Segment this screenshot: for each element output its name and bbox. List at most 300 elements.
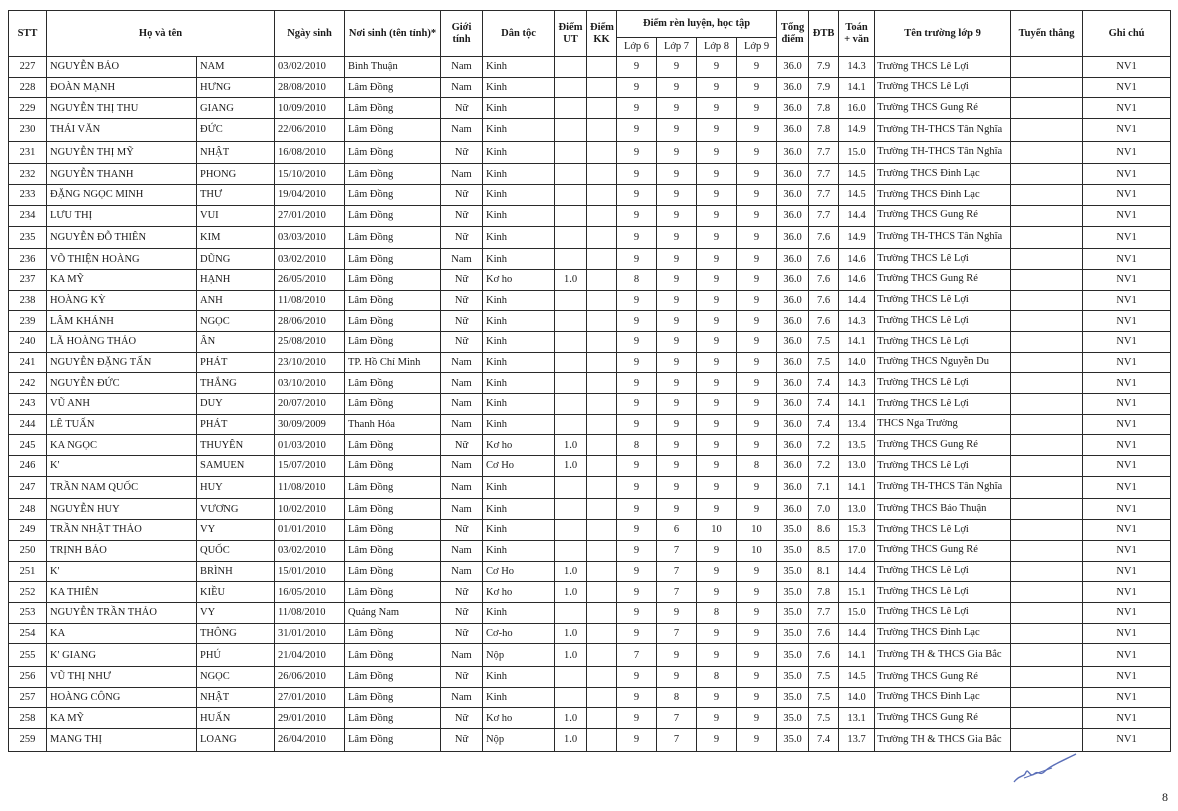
row-ten: THƯ	[197, 185, 275, 206]
row-diem-kk	[587, 729, 617, 752]
row-ghi-chu: NV1	[1083, 456, 1171, 477]
row-noi-sinh: Lâm Đồng	[345, 185, 441, 206]
row-dtb: 7.6	[809, 226, 839, 249]
row-truong: Trường TH-THCS Tân Nghĩa	[875, 119, 1011, 142]
row-tuyen-thang	[1011, 98, 1083, 119]
row-ngay-sinh: 11/08/2010	[275, 602, 345, 623]
row-ghi-chu: NV1	[1083, 141, 1171, 164]
row-diem-ut: 1.0	[555, 561, 587, 582]
row-tuyen-thang	[1011, 57, 1083, 78]
row-tuyen-thang	[1011, 394, 1083, 415]
row-dan-toc: Cơ Ho	[483, 456, 555, 477]
table-row	[9, 141, 1171, 164]
row-stt: 232	[9, 164, 47, 185]
table-row	[9, 226, 1171, 249]
row-ten: HƯNG	[197, 77, 275, 98]
row-lop9: 9	[737, 311, 777, 332]
row-dtb: 7.7	[809, 185, 839, 206]
row-ho: K'	[47, 456, 197, 477]
row-dan-toc: Cơ-ho	[483, 623, 555, 644]
row-noi-sinh: Lâm Đồng	[345, 644, 441, 667]
row-tuyen-thang	[1011, 352, 1083, 373]
row-gioi-tinh: Nam	[441, 687, 483, 708]
row-stt: 236	[9, 249, 47, 270]
row-tong-diem: 35.0	[777, 540, 809, 561]
row-diem-kk	[587, 644, 617, 667]
row-stt: 240	[9, 331, 47, 352]
row-noi-sinh: Thanh Hóa	[345, 414, 441, 435]
row-truong: Trường THCS Đinh Lạc	[875, 687, 1011, 708]
table-row	[9, 98, 1171, 119]
row-lop6: 9	[617, 602, 657, 623]
row-stt: 259	[9, 729, 47, 752]
row-lop8: 9	[697, 394, 737, 415]
row-truong: Trường THCS Gung Ré	[875, 540, 1011, 561]
row-toan-van: 14.0	[839, 687, 875, 708]
row-tong-diem: 35.0	[777, 644, 809, 667]
row-truong: Trường THCS Lê Lợi	[875, 456, 1011, 477]
row-lop6: 9	[617, 98, 657, 119]
row-diem-kk	[587, 456, 617, 477]
row-gioi-tinh: Nam	[441, 164, 483, 185]
row-noi-sinh: Lâm Đồng	[345, 205, 441, 226]
row-ho: TRẦN NAM QUỐC	[47, 476, 197, 499]
table-row	[9, 582, 1171, 603]
table-row	[9, 561, 1171, 582]
row-truong: Trường TH-THCS Tân Nghĩa	[875, 141, 1011, 164]
row-lop8: 9	[697, 499, 737, 520]
row-ten: VUI	[197, 205, 275, 226]
row-stt: 238	[9, 290, 47, 311]
table-row	[9, 435, 1171, 456]
header-gioi-tinh: Giới tính	[441, 11, 483, 57]
row-dan-toc: Kinh	[483, 57, 555, 78]
row-ngay-sinh: 29/01/2010	[275, 708, 345, 729]
row-diem-ut: 1.0	[555, 435, 587, 456]
row-diem-ut	[555, 249, 587, 270]
row-stt: 246	[9, 456, 47, 477]
row-gioi-tinh: Nam	[441, 352, 483, 373]
row-diem-ut	[555, 414, 587, 435]
row-gioi-tinh: Nữ	[441, 141, 483, 164]
row-lop9: 9	[737, 352, 777, 373]
header-stt: STT	[9, 11, 47, 57]
row-lop8: 8	[697, 666, 737, 687]
row-ngay-sinh: 03/02/2010	[275, 57, 345, 78]
row-lop6: 9	[617, 729, 657, 752]
row-ho: TRỊNH BẢO	[47, 540, 197, 561]
row-lop8: 9	[697, 205, 737, 226]
row-toan-van: 14.1	[839, 394, 875, 415]
row-tuyen-thang	[1011, 435, 1083, 456]
row-ngay-sinh: 27/01/2010	[275, 687, 345, 708]
student-list-sheet	[8, 10, 1170, 752]
row-stt: 255	[9, 644, 47, 667]
row-dtb: 7.4	[809, 373, 839, 394]
table-row	[9, 164, 1171, 185]
row-gioi-tinh: Nữ	[441, 185, 483, 206]
row-stt: 237	[9, 269, 47, 290]
row-truong: Trường TH-THCS Tân Nghĩa	[875, 476, 1011, 499]
row-lop7: 9	[657, 352, 697, 373]
row-lop7: 9	[657, 414, 697, 435]
row-tuyen-thang	[1011, 141, 1083, 164]
row-ghi-chu: NV1	[1083, 249, 1171, 270]
row-toan-van: 15.0	[839, 141, 875, 164]
row-ngay-sinh: 21/04/2010	[275, 644, 345, 667]
row-toan-van: 13.4	[839, 414, 875, 435]
row-lop6: 9	[617, 456, 657, 477]
row-tong-diem: 36.0	[777, 476, 809, 499]
row-tuyen-thang	[1011, 185, 1083, 206]
table-row	[9, 666, 1171, 687]
row-tuyen-thang	[1011, 249, 1083, 270]
row-dan-toc: Kinh	[483, 98, 555, 119]
row-lop6: 8	[617, 435, 657, 456]
header-lop6: Lớp 6	[617, 38, 657, 57]
row-gioi-tinh: Nữ	[441, 602, 483, 623]
row-ghi-chu: NV1	[1083, 666, 1171, 687]
row-diem-kk	[587, 57, 617, 78]
row-gioi-tinh: Nam	[441, 394, 483, 415]
row-noi-sinh: Quảng Nam	[345, 602, 441, 623]
row-lop7: 8	[657, 687, 697, 708]
row-toan-van: 13.7	[839, 729, 875, 752]
row-stt: 242	[9, 373, 47, 394]
row-lop7: 7	[657, 623, 697, 644]
row-dan-toc: Kinh	[483, 249, 555, 270]
page-number: 8	[1162, 790, 1168, 804]
row-lop8: 9	[697, 57, 737, 78]
row-dtb: 7.6	[809, 249, 839, 270]
row-tuyen-thang	[1011, 644, 1083, 667]
row-lop7: 9	[657, 373, 697, 394]
row-dtb: 8.6	[809, 520, 839, 541]
row-tuyen-thang	[1011, 520, 1083, 541]
row-lop8: 9	[697, 687, 737, 708]
row-diem-kk	[587, 435, 617, 456]
row-tong-diem: 36.0	[777, 331, 809, 352]
table-row	[9, 119, 1171, 142]
row-noi-sinh: Lâm Đồng	[345, 226, 441, 249]
row-diem-kk	[587, 540, 617, 561]
row-noi-sinh: Lâm Đồng	[345, 331, 441, 352]
row-lop9: 10	[737, 540, 777, 561]
row-lop6: 9	[617, 540, 657, 561]
header-tuyen-thang: Tuyển thẳng	[1011, 11, 1083, 57]
row-noi-sinh: Lâm Đồng	[345, 623, 441, 644]
row-noi-sinh: Lâm Đồng	[345, 164, 441, 185]
row-diem-ut	[555, 141, 587, 164]
row-truong: Trường THCS Gung Ré	[875, 205, 1011, 226]
row-ten: THẮNG	[197, 373, 275, 394]
row-ngay-sinh: 26/06/2010	[275, 666, 345, 687]
row-diem-ut: 1.0	[555, 644, 587, 667]
row-lop7: 9	[657, 456, 697, 477]
row-ngay-sinh: 31/01/2010	[275, 623, 345, 644]
row-ngay-sinh: 22/06/2010	[275, 119, 345, 142]
row-lop7: 9	[657, 249, 697, 270]
row-lop8: 9	[697, 185, 737, 206]
row-lop8: 9	[697, 98, 737, 119]
table-row	[9, 352, 1171, 373]
row-lop8: 9	[697, 476, 737, 499]
header-ghi-chu: Ghi chú	[1083, 11, 1171, 57]
row-ten: DŨNG	[197, 249, 275, 270]
row-diem-kk	[587, 602, 617, 623]
row-tong-diem: 36.0	[777, 373, 809, 394]
row-lop8: 9	[697, 456, 737, 477]
row-lop7: 7	[657, 582, 697, 603]
row-stt: 230	[9, 119, 47, 142]
row-lop9: 9	[737, 98, 777, 119]
row-diem-kk	[587, 394, 617, 415]
row-diem-kk	[587, 249, 617, 270]
table-row	[9, 602, 1171, 623]
row-lop6: 9	[617, 205, 657, 226]
row-tuyen-thang	[1011, 582, 1083, 603]
row-ho: LÂM KHÁNH	[47, 311, 197, 332]
row-truong: THCS Nga Trường	[875, 414, 1011, 435]
row-ghi-chu: NV1	[1083, 602, 1171, 623]
row-lop6: 9	[617, 394, 657, 415]
row-dtb: 7.6	[809, 269, 839, 290]
row-gioi-tinh: Nam	[441, 540, 483, 561]
row-truong: Trường THCS Đinh Lạc	[875, 164, 1011, 185]
table-row	[9, 644, 1171, 667]
row-lop7: 9	[657, 141, 697, 164]
row-ten: ANH	[197, 290, 275, 311]
row-ghi-chu: NV1	[1083, 435, 1171, 456]
row-diem-kk	[587, 414, 617, 435]
row-gioi-tinh: Nữ	[441, 311, 483, 332]
row-ten: NAM	[197, 57, 275, 78]
row-noi-sinh: Lâm Đồng	[345, 269, 441, 290]
table-row	[9, 205, 1171, 226]
row-noi-sinh: Lâm Đồng	[345, 687, 441, 708]
row-toan-van: 17.0	[839, 540, 875, 561]
row-lop8: 9	[697, 249, 737, 270]
row-dtb: 7.6	[809, 644, 839, 667]
row-noi-sinh: Lâm Đồng	[345, 394, 441, 415]
row-tong-diem: 35.0	[777, 729, 809, 752]
row-diem-kk	[587, 205, 617, 226]
row-tong-diem: 36.0	[777, 205, 809, 226]
row-dtb: 7.2	[809, 456, 839, 477]
row-ghi-chu: NV1	[1083, 98, 1171, 119]
row-toan-van: 14.3	[839, 311, 875, 332]
row-diem-kk	[587, 164, 617, 185]
row-noi-sinh: Lâm Đồng	[345, 119, 441, 142]
row-dan-toc: Nộp	[483, 644, 555, 667]
row-lop9: 9	[737, 249, 777, 270]
row-diem-kk	[587, 77, 617, 98]
row-diem-ut: 1.0	[555, 456, 587, 477]
row-lop9: 9	[737, 205, 777, 226]
row-gioi-tinh: Nữ	[441, 435, 483, 456]
row-diem-ut	[555, 352, 587, 373]
row-lop8: 9	[697, 373, 737, 394]
row-lop8: 9	[697, 77, 737, 98]
row-truong: Trường THCS Lê Lợi	[875, 311, 1011, 332]
row-noi-sinh: Lâm Đồng	[345, 290, 441, 311]
row-diem-kk	[587, 331, 617, 352]
row-dan-toc: Kinh	[483, 352, 555, 373]
row-dtb: 7.1	[809, 476, 839, 499]
table-row	[9, 373, 1171, 394]
row-toan-van: 15.3	[839, 520, 875, 541]
row-ho: KA	[47, 623, 197, 644]
row-stt: 253	[9, 602, 47, 623]
row-lop8: 9	[697, 623, 737, 644]
row-diem-kk	[587, 373, 617, 394]
row-ngay-sinh: 11/08/2010	[275, 476, 345, 499]
row-diem-kk	[587, 98, 617, 119]
row-ho: NGUYỄN TRẦN THẢO	[47, 602, 197, 623]
row-ngay-sinh: 20/07/2010	[275, 394, 345, 415]
row-ho: LÊ TUẤN	[47, 414, 197, 435]
table-row	[9, 729, 1171, 752]
row-ngay-sinh: 28/08/2010	[275, 77, 345, 98]
row-lop6: 9	[617, 414, 657, 435]
row-ghi-chu: NV1	[1083, 164, 1171, 185]
row-ngay-sinh: 03/02/2010	[275, 540, 345, 561]
row-truong: Trường THCS Gung Ré	[875, 435, 1011, 456]
row-stt: 258	[9, 708, 47, 729]
row-toan-van: 14.0	[839, 352, 875, 373]
row-lop9: 9	[737, 435, 777, 456]
row-tuyen-thang	[1011, 77, 1083, 98]
row-toan-van: 15.1	[839, 582, 875, 603]
row-gioi-tinh: Nam	[441, 373, 483, 394]
header-noi-sinh: Nơi sinh (tên tỉnh)*	[345, 11, 441, 57]
row-lop9: 9	[737, 119, 777, 142]
row-dtb: 7.5	[809, 331, 839, 352]
header-tong-diem: Tổng điểm	[777, 11, 809, 57]
row-diem-kk	[587, 582, 617, 603]
row-diem-ut	[555, 687, 587, 708]
row-lop6: 9	[617, 687, 657, 708]
row-tong-diem: 36.0	[777, 226, 809, 249]
row-tuyen-thang	[1011, 666, 1083, 687]
row-tuyen-thang	[1011, 290, 1083, 311]
row-diem-ut: 1.0	[555, 729, 587, 752]
row-noi-sinh: Lâm Đồng	[345, 561, 441, 582]
row-ghi-chu: NV1	[1083, 476, 1171, 499]
row-lop6: 9	[617, 290, 657, 311]
row-tong-diem: 35.0	[777, 666, 809, 687]
row-gioi-tinh: Nam	[441, 119, 483, 142]
row-toan-van: 13.0	[839, 499, 875, 520]
row-ngay-sinh: 26/04/2010	[275, 729, 345, 752]
row-ghi-chu: NV1	[1083, 708, 1171, 729]
row-lop7: 9	[657, 205, 697, 226]
table-row	[9, 499, 1171, 520]
row-lop9: 9	[737, 77, 777, 98]
row-ghi-chu: NV1	[1083, 205, 1171, 226]
row-dan-toc: Kơ ho	[483, 435, 555, 456]
row-lop8: 9	[697, 708, 737, 729]
header-ho-ten: Họ và tên	[47, 11, 275, 57]
row-ghi-chu: NV1	[1083, 540, 1171, 561]
row-dtb: 8.1	[809, 561, 839, 582]
row-lop8: 8	[697, 602, 737, 623]
row-truong: Trường THCS Gung Ré	[875, 269, 1011, 290]
row-ten: NGỌC	[197, 311, 275, 332]
row-lop8: 9	[697, 414, 737, 435]
row-lop9: 9	[737, 185, 777, 206]
row-lop7: 7	[657, 708, 697, 729]
row-toan-van: 16.0	[839, 98, 875, 119]
row-lop8: 9	[697, 644, 737, 667]
row-dan-toc: Kơ ho	[483, 582, 555, 603]
row-tuyen-thang	[1011, 226, 1083, 249]
row-noi-sinh: Lâm Đồng	[345, 98, 441, 119]
row-ho: K' GIANG	[47, 644, 197, 667]
row-tong-diem: 36.0	[777, 77, 809, 98]
table-row	[9, 77, 1171, 98]
row-ghi-chu: NV1	[1083, 290, 1171, 311]
row-tong-diem: 36.0	[777, 311, 809, 332]
row-lop9: 9	[737, 666, 777, 687]
row-lop6: 9	[617, 476, 657, 499]
row-lop7: 9	[657, 666, 697, 687]
row-diem-kk	[587, 141, 617, 164]
row-ngay-sinh: 23/10/2010	[275, 352, 345, 373]
row-truong: Trường THCS Lê Lợi	[875, 290, 1011, 311]
row-diem-kk	[587, 561, 617, 582]
row-noi-sinh: Lâm Đồng	[345, 540, 441, 561]
row-ghi-chu: NV1	[1083, 394, 1171, 415]
row-lop7: 9	[657, 119, 697, 142]
row-ngay-sinh: 19/04/2010	[275, 185, 345, 206]
table-row	[9, 540, 1171, 561]
row-ngay-sinh: 01/03/2010	[275, 435, 345, 456]
row-diem-ut: 1.0	[555, 582, 587, 603]
row-stt: 247	[9, 476, 47, 499]
row-diem-ut	[555, 311, 587, 332]
header-ngay-sinh: Ngày sinh	[275, 11, 345, 57]
header-lop7: Lớp 7	[657, 38, 697, 57]
row-lop7: 9	[657, 602, 697, 623]
row-stt: 229	[9, 98, 47, 119]
row-toan-van: 14.5	[839, 666, 875, 687]
row-lop7: 9	[657, 269, 697, 290]
row-lop6: 9	[617, 582, 657, 603]
row-diem-ut	[555, 476, 587, 499]
row-tuyen-thang	[1011, 311, 1083, 332]
row-ho: VŨ ANH	[47, 394, 197, 415]
row-tuyen-thang	[1011, 561, 1083, 582]
row-tuyen-thang	[1011, 456, 1083, 477]
row-lop8: 9	[697, 141, 737, 164]
table-row	[9, 708, 1171, 729]
row-ghi-chu: NV1	[1083, 687, 1171, 708]
row-lop7: 9	[657, 311, 697, 332]
header-toan-van: Toán + văn	[839, 11, 875, 57]
row-lop9: 9	[737, 414, 777, 435]
row-tong-diem: 36.0	[777, 98, 809, 119]
row-lop6: 9	[617, 331, 657, 352]
row-noi-sinh: Lâm Đồng	[345, 729, 441, 752]
row-gioi-tinh: Nam	[441, 456, 483, 477]
row-stt: 248	[9, 499, 47, 520]
row-toan-van: 14.1	[839, 331, 875, 352]
row-tong-diem: 36.0	[777, 414, 809, 435]
row-diem-kk	[587, 226, 617, 249]
row-noi-sinh: Lâm Đồng	[345, 456, 441, 477]
row-ten: LOANG	[197, 729, 275, 752]
